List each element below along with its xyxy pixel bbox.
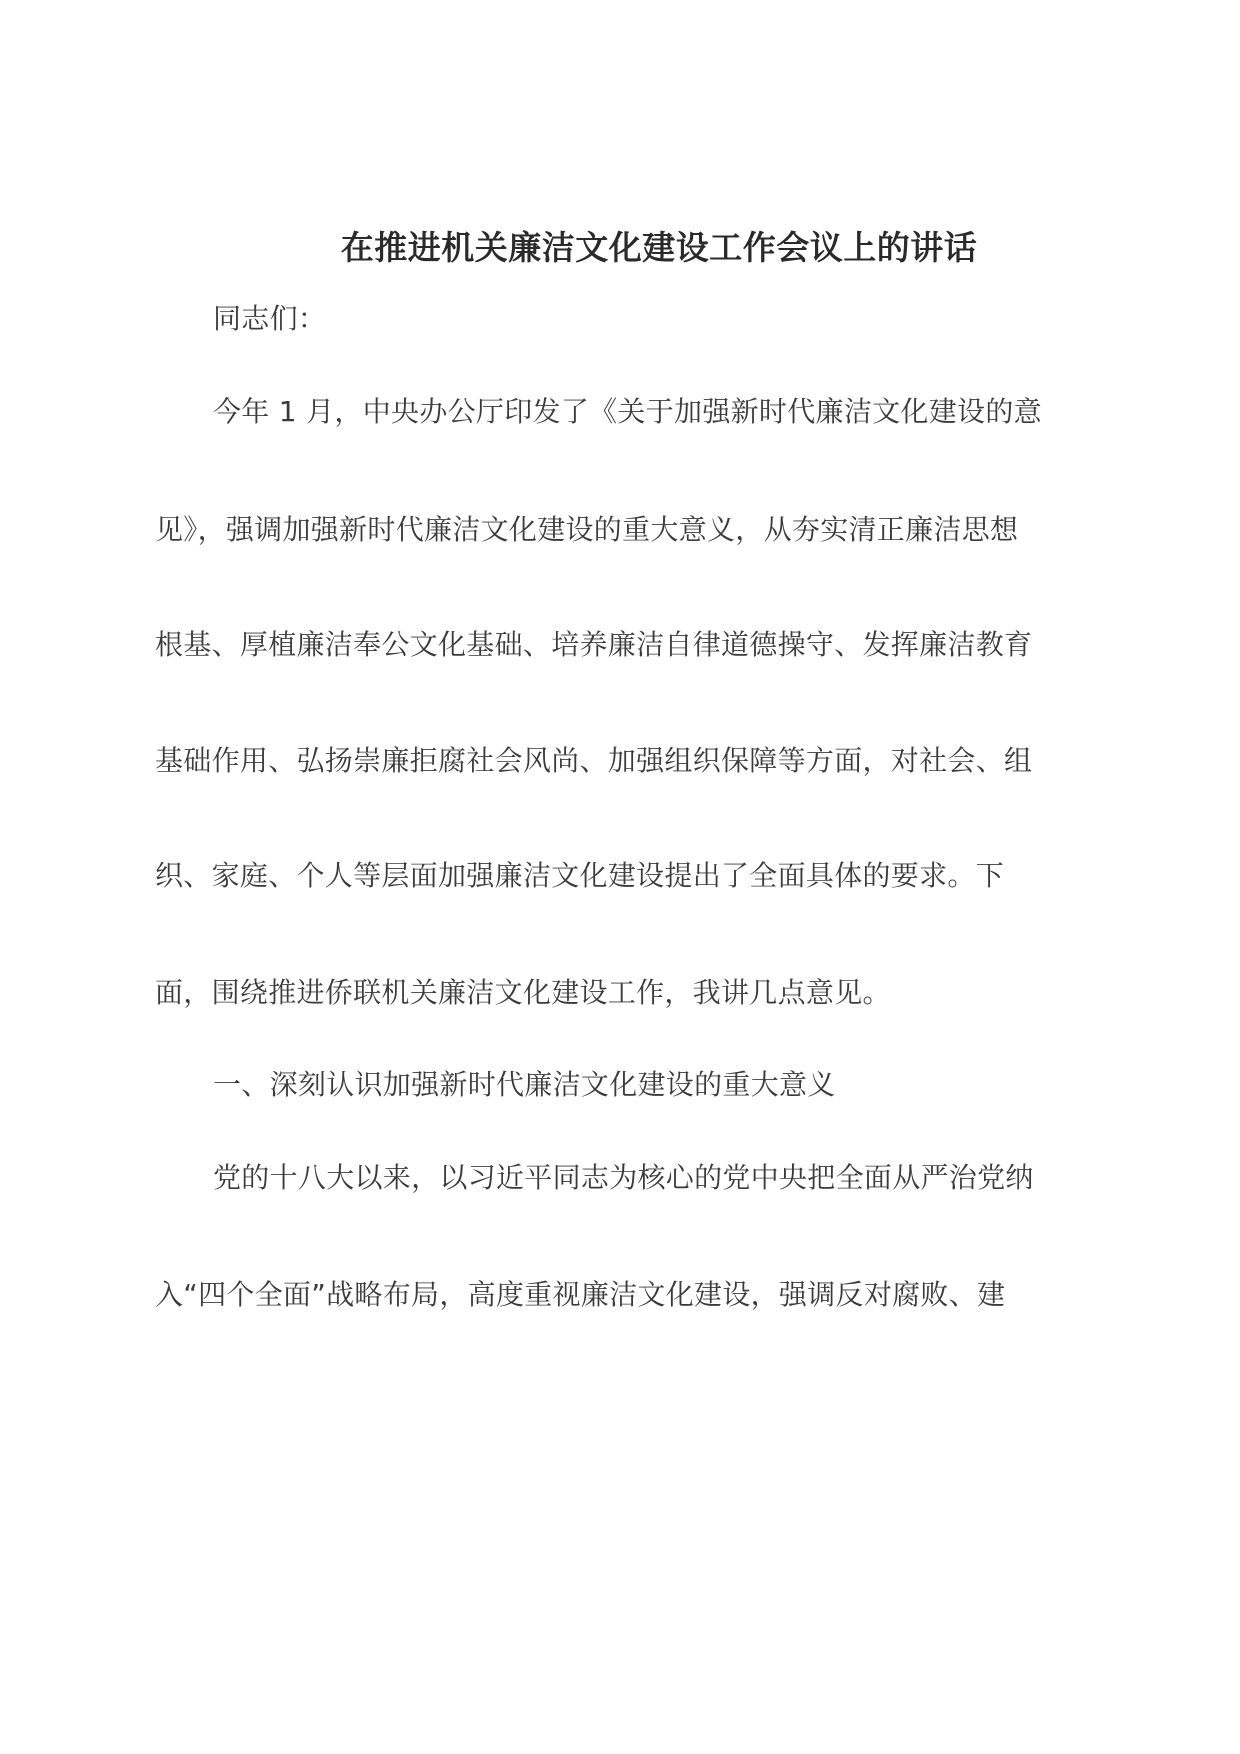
salutation: 同志们： xyxy=(213,302,327,335)
paragraph-line: 基础作用、弘扬崇廉拒腐社会风尚、加强组织保障等方面，对社会、组 xyxy=(155,744,1033,777)
paragraph-line: 见》，强调加强新时代廉洁文化建设的重大意义，从夯实清正廉洁思想 xyxy=(155,513,1019,546)
document-title: 在推进机关廉洁文化建设工作会议上的讲话 xyxy=(340,228,978,267)
paragraph-line: 根基、厚植廉洁奉公文化基础、培养廉洁自律道德操守、发挥廉洁教育 xyxy=(155,628,1033,661)
paragraph-line: 织、家庭、个人等层面加强廉洁文化建设提出了全面具体的要求。下 xyxy=(155,859,1005,892)
paragraph-line: 入“四个全面”战略布局，高度重视廉洁文化建设，强调反对腐败、建 xyxy=(155,1278,1006,1311)
section-heading: 一、深刻认识加强新时代廉洁文化建设的重大意义 xyxy=(213,1068,836,1101)
paragraph-line: 面，围绕推进侨联机关廉洁文化建设工作，我讲几点意见。 xyxy=(155,976,891,1009)
paragraph-line: 党的十八大以来，以习近平同志为核心的党中央把全面从严治党纳 xyxy=(213,1161,1034,1194)
paragraph-line: 今年 1 月，中央办公厅印发了《关于加强新时代廉洁文化建设的意 xyxy=(213,395,1042,428)
